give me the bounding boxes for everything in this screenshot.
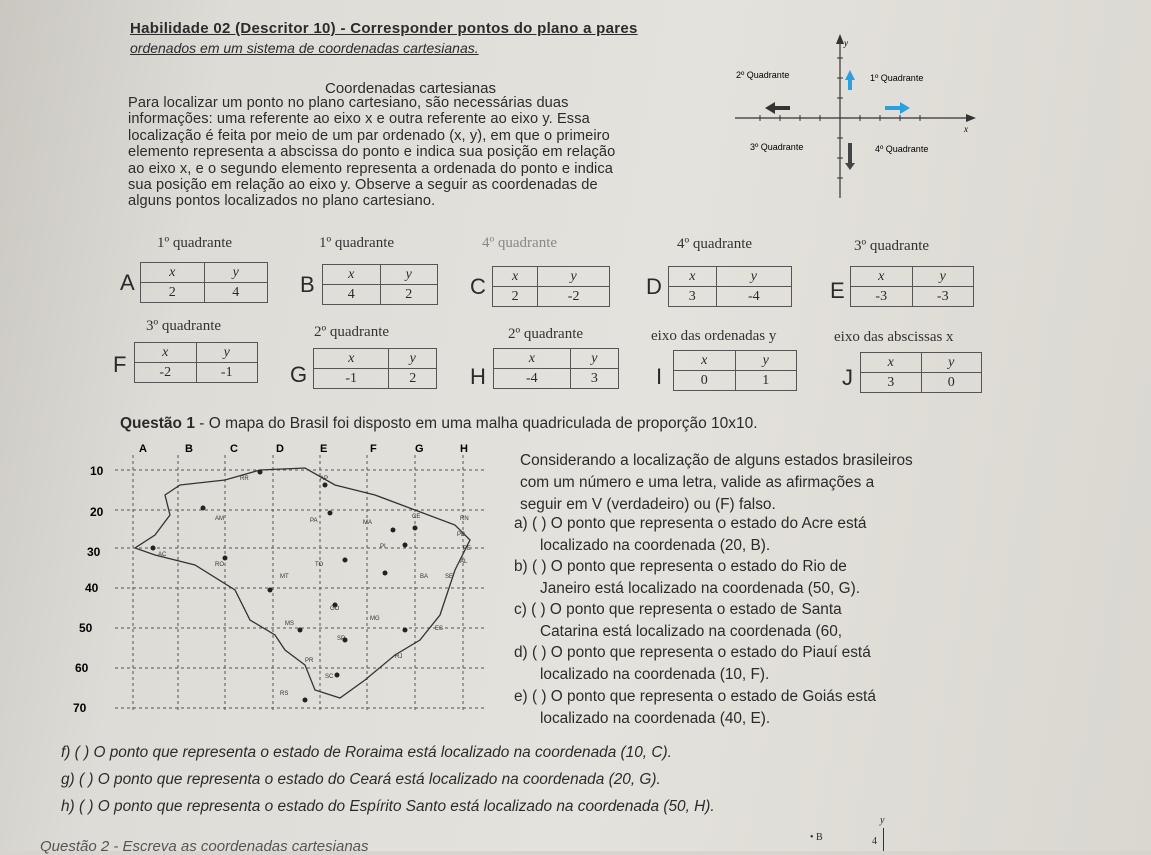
point-a-quadrant-label: 1º quadrante [157,235,233,251]
y-axis-label: y [844,38,848,48]
statement-d: d) ( ) O ponto que representa o estado do Piauí está localizado na coordenada (10, F). [514,644,871,683]
intro-line: seguir em V (verdadeiro) ou (F) falso. [520,496,776,513]
svg-text:RN: RN [460,516,469,522]
point-g-letter: G [290,362,308,387]
up-arrow-icon [845,70,855,90]
point-c-letter: C [470,274,486,299]
value-y: 1 [735,371,797,391]
question-2-cutoff: Questão 2 - Escreva as coordenadas cartesianas [40,838,369,855]
svg-text:F: F [370,443,377,455]
map-column-labels [139,443,468,455]
svg-text:RO: RO [215,562,224,568]
value-x: 0 [674,371,736,391]
y-axis-arrowhead [836,34,844,44]
header-x: x [135,343,197,363]
quadrant-1-label: 1º Quadrante [870,73,924,83]
svg-text:B: B [185,443,193,455]
header-y: y [204,263,268,283]
value-x: 2 [493,287,538,307]
intro-line: ao eixo x, e o segundo elemento representa a ordenada do ponto e indica [128,160,613,177]
intro-paragraph [128,95,713,210]
point-j-letter: J [842,365,853,390]
intro-line: alguns pontos localizados no plano cartesiano. [128,193,436,210]
svg-text:30: 30 [87,545,101,559]
header-x: x [494,349,571,369]
svg-text:G: G [415,443,424,455]
point-b-fragment: • B [810,832,823,843]
svg-text:50: 50 [79,621,93,635]
point-h-table [493,348,619,389]
header-x: x [861,353,922,373]
svg-text:C: C [230,443,238,455]
value-y: 4 [204,283,268,303]
right-arrow-icon [885,102,910,114]
value-x: 3 [861,373,922,393]
intro-line: sua posição em relação ao eixo y. Observe a seguir as coordenadas de [128,177,598,194]
value-x: -3 [851,287,913,307]
svg-text:AM: AM [215,516,224,522]
svg-text:SC: SC [325,674,334,680]
point-j-table [860,352,982,393]
svg-text:PA: PA [310,518,318,524]
point-h-letter: H [470,364,486,389]
intro-line: Para localizar um ponto no plano cartesiano, são necessárias duas [128,95,569,111]
point-f-table [134,342,258,383]
header-x: x [669,267,717,287]
statement-h: h) ( ) O ponto que representa o estado do Espírito Santo está localizado na coordenada (50, H). [61,798,715,815]
point-g-table [313,348,437,389]
svg-text:PE: PE [463,546,472,552]
header-x: x [493,267,538,287]
statement-e: e) ( ) O ponto que representa o estado de Goiás está localizado na coordenada (40, E). [514,688,876,727]
point-i-axis-label: eixo das ordenadas y [651,328,777,344]
point-j-axis-label: eixo das abscissas x [834,329,954,345]
svg-text:RS: RS [280,691,289,697]
svg-text:H: H [460,443,468,455]
svg-text:AC: AC [158,552,167,558]
point-d-quadrant-label: 4º quadrante [677,236,753,252]
statement-g: g) ( ) O ponto que representa o estado do Ceará está localizado na coordenada (20, G). [61,771,661,788]
statement-a: a) ( ) O ponto que representa o estado do Acre está localizado na coordenada (20, B). [514,515,867,554]
statement-b: b) ( ) O ponto que representa o estado do Rio de Janeiro está localizado na coordenada (50, G). [514,558,860,597]
point-c-table [492,266,610,307]
header-y: y [196,343,258,363]
point-a-letter: A [120,270,135,295]
value-x: -4 [494,369,571,389]
value-y: 0 [921,373,982,393]
point-e-letter: E [830,278,845,303]
intro-line: informações: uma referente ao eixo x e outra referente ao eixo y. Essa [128,111,590,128]
svg-text:SP: SP [337,636,346,642]
svg-text:60: 60 [75,661,89,675]
statement-c: c) ( ) O ponto que representa o estado de Santa Catarina está localizado na coordenada (60, [514,601,843,640]
header-y: y [570,349,618,369]
svg-text:D: D [276,443,284,455]
svg-text:SE: SE [445,574,454,580]
svg-text:ES: ES [435,626,444,632]
skill-title: Habilidade 02 (Descritor 10) - Corresponder pontos do plano a pares [130,20,638,37]
point-i-table [673,350,797,391]
value-y: 3 [570,369,618,389]
svg-text:RJ: RJ [395,654,403,660]
svg-text:40: 40 [85,581,99,595]
point-b-letter: B [300,272,315,297]
x-axis-label: x [964,124,968,134]
svg-text:TO: TO [315,562,324,568]
point-h-quadrant-label: 2º quadrante [508,326,584,342]
header-y: y [912,267,974,287]
value-y: -1 [196,363,258,383]
value-x: 3 [669,287,717,307]
header-y: y [921,353,982,373]
svg-text:20: 20 [90,505,104,519]
point-f-letter: F [113,352,127,377]
quadrant-3-label: 3º Quadrante [750,142,804,152]
y-axis-fragment: y [880,815,885,826]
tick-4-fragment: 4 [872,836,877,847]
point-f-quadrant-label: 3º quadrante [146,318,222,334]
point-b-table [322,264,438,305]
quadrant-diagram [720,28,980,203]
header-x: x [314,349,389,369]
svg-text:RR: RR [240,476,249,482]
section-title: Coordenadas cartesianas [325,80,496,97]
question-1-heading: Questão 1 - O mapa do Brasil foi disposto em uma malha quadriculada de proporção 10x10. [120,415,758,432]
svg-text:E: E [320,443,328,455]
value-x: -1 [314,369,389,389]
svg-text:CE: CE [412,514,421,520]
svg-text:PB: PB [457,532,466,538]
header-x: x [141,263,205,283]
down-arrow-icon [845,143,855,170]
svg-text:AP: AP [320,476,329,482]
svg-text:GO: GO [330,606,340,612]
value-y: -3 [912,287,974,307]
svg-text:70: 70 [73,701,87,715]
svg-text:AL: AL [460,559,468,565]
intro-line: Considerando a localização de alguns estados brasileiros [520,452,913,469]
value-x: 2 [141,283,205,303]
point-d-table [668,266,792,307]
point-c-quadrant-label: 4º quadrante [482,235,558,251]
svg-text:PI: PI [380,544,386,550]
header-x: x [323,265,381,285]
skill-subtitle: ordenados em um sistema de coordenadas cartesianas. [130,40,479,56]
question-1-intro [520,450,1040,516]
header-x: x [851,267,913,287]
intro-line: elemento representa a abscissa do ponto e indica sua posição em relação [128,144,616,161]
quadrant-2-label: 2º Quadrante [736,70,790,80]
point-a-table [140,262,268,303]
value-y: -4 [716,287,791,307]
value-x: -2 [135,363,197,383]
point-b-quadrant-label: 1º quadrante [319,235,395,251]
brazil-grid-map [75,440,495,730]
brazil-outline [135,468,470,698]
quadrant-4-label: 4º Quadrante [875,144,929,154]
value-y: 2 [380,285,438,305]
svg-text:MG: MG [370,616,380,622]
header-y: y [380,265,438,285]
point-d-letter: D [646,274,662,299]
value-y: -2 [538,287,610,307]
svg-text:MS: MS [285,621,294,627]
axis-line-fragment [883,828,884,851]
intro-line: com um número e uma letra, valide as afirmações a [520,474,875,491]
header-y: y [389,349,437,369]
map-grid [115,455,485,710]
left-arrow-icon [765,102,790,114]
svg-text:A: A [139,443,147,455]
map-row-labels [73,464,104,715]
x-axis-arrowhead [966,114,976,122]
svg-text:MA: MA [363,520,372,526]
value-y: 2 [389,369,437,389]
statement-f: f) ( ) O ponto que representa o estado de Roraima está localizado na coordenada (10, C). [61,744,672,761]
header-y: y [538,267,610,287]
svg-text:MT: MT [280,574,289,580]
point-e-table [850,266,974,307]
svg-text:PR: PR [305,658,314,664]
point-e-quadrant-label: 3º quadrante [854,238,930,254]
svg-text:BA: BA [420,574,429,580]
svg-text:10: 10 [90,464,104,478]
header-y: y [735,351,797,371]
value-x: 4 [323,285,381,305]
point-i-letter: I [656,364,663,389]
header-x: x [674,351,736,371]
header-y: y [716,267,791,287]
point-g-quadrant-label: 2º quadrante [314,324,390,340]
intro-line: localização é feita por meio de um par ordenado (x, y), em que o primeiro [128,127,610,144]
